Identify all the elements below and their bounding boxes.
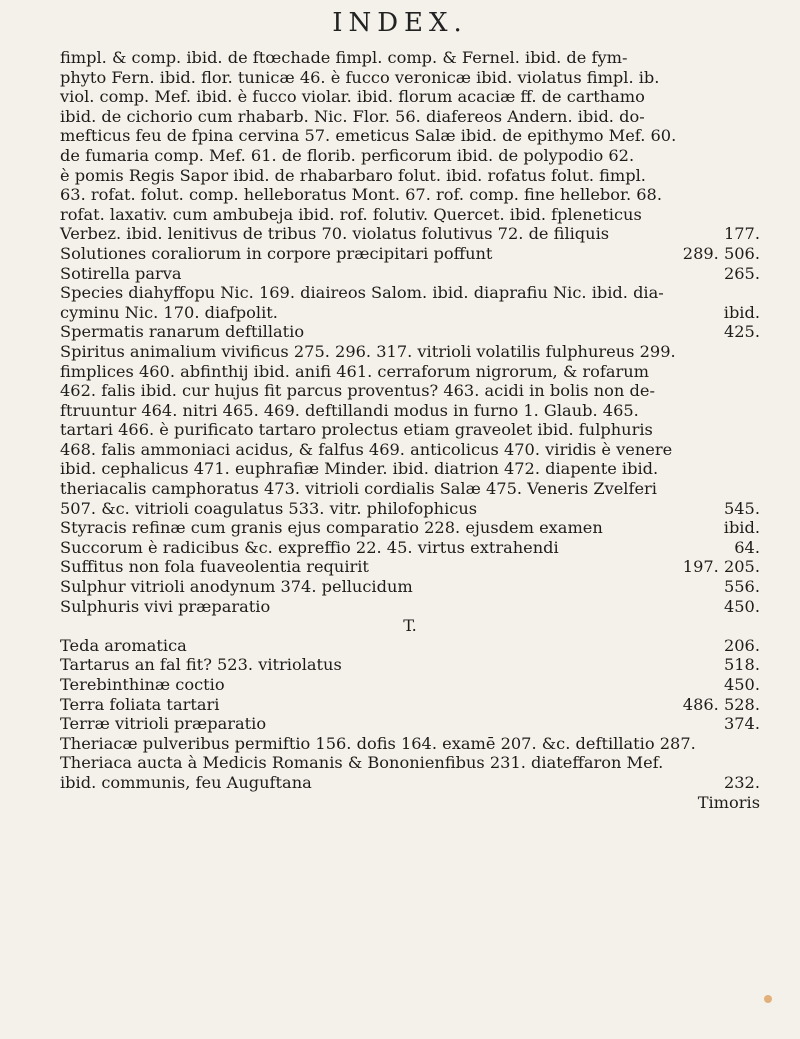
- index-entry-text: ibid. communis, feu Auguftana: [60, 772, 312, 792]
- page-reference: 177.: [723, 224, 760, 244]
- index-line: [60, 557, 760, 577]
- index-line: [60, 440, 760, 460]
- page-reference: 556.: [723, 577, 760, 597]
- index-entry-text: ibid. de cichorio cum rhabarb. Nic. Flor. 56. diafereos Andern. ibid. do-: [60, 106, 645, 126]
- page-reference: 197. 205.: [682, 557, 760, 577]
- page-reference: 450.: [723, 675, 760, 694]
- index-entry-text: Sotirella parva: [60, 263, 182, 283]
- section-letter: [60, 616, 760, 636]
- index-entry-text: 468. falis ammoniaci acidus, & falfus 469. anticolicus 470. viridis è venere: [60, 439, 673, 459]
- index-line: [60, 714, 760, 734]
- paper-stain: [764, 995, 772, 1003]
- index-entry-text: 63. rofat. folut. comp. helleboratus Mont. 67. rof. comp. fine hellebor. 68.: [60, 185, 663, 205]
- index-entry-text: Tartarus an fal fit? 523. vitriolatus: [60, 655, 342, 675]
- index-entry-text: 507. &c. vitrioli coagulatus 533. vitr. philofophicus: [60, 498, 478, 518]
- index-entry-text: fimplices 460. abfinthij ibid. anifi 461. cerraforum nigrorum, & rofarum: [60, 361, 650, 381]
- index-line: [60, 636, 760, 656]
- index-line: [60, 499, 760, 519]
- page-reference: 232.: [723, 772, 760, 792]
- index-entry-text: 462. falis ibid. cur hujus fit parcus proventus? 463. acidi in bolis non de-: [60, 381, 655, 401]
- index-entry-text: Terræ vitrioli præparatio: [60, 714, 267, 734]
- index-line: [60, 793, 760, 813]
- index-entry-text: fimpl. & comp. ibid. de ftœchade fimpl. comp. & Fernel. ibid. de fym-: [60, 48, 628, 67]
- page-reference: 518.: [723, 655, 760, 675]
- index-entry-text: Teda aromatica: [60, 635, 187, 655]
- index-entry-text: Solutiones coraliorum in corpore præcipitari poffunt: [60, 243, 493, 263]
- index-line: [60, 518, 760, 538]
- index-entry-text: rofat. laxativ. cum ambubeja ibid. rof. folutiv. Quercet. ibid. fpleneticus: [60, 204, 642, 224]
- index-entry-text: ibid. cephalicus 471. euphrafiæ Minder. ibid. diatrion 472. diapente ibid.: [60, 459, 659, 479]
- index-entry-text: Theriaca aucta à Medicis Romanis & Bononienfibus 231. diateffaron Mef.: [60, 753, 664, 773]
- page-reference: ibid.: [723, 302, 760, 322]
- page-header: INDEX.: [332, 8, 468, 38]
- index-entry-text: è pomis Regis Sapor ibid. de rhabarbaro folut. ibid. rofatus folut. fimpl.: [60, 165, 646, 185]
- index-entry-text: theriacalis camphoratus 473. vitrioli cordialis Salæ 475. Veneris Zvelferi: [60, 479, 657, 499]
- index-entry-text: Spermatis ranarum deftillatio: [60, 322, 305, 342]
- index-line: [60, 283, 760, 303]
- index-line: [60, 68, 760, 88]
- index-entry-text: Sulphuris vivi præparatio: [60, 596, 271, 616]
- index-line: [60, 597, 760, 617]
- index-entry-text: cyminu Nic. 170. diafpolit.: [60, 302, 278, 322]
- index-line: [60, 126, 760, 146]
- index-entry-text: Theriacæ pulveribus permiftio 156. dofis 164. examē 207. &c. deftillatio 287.: [60, 733, 696, 753]
- index-line: [60, 244, 760, 264]
- page-reference: Timoris: [697, 792, 760, 812]
- index-line: [60, 773, 760, 793]
- index-entry-text: phyto Fern. ibid. flor. tunicæ 46. è fucco veronicæ ibid. violatus fimpl. ib.: [60, 67, 660, 87]
- page-reference: ibid.: [723, 518, 760, 538]
- index-line: [60, 342, 760, 362]
- index-line: [60, 695, 760, 715]
- index-entry-text: Terebinthinæ coctio: [60, 675, 225, 694]
- index-line: [60, 538, 760, 558]
- index-line: [60, 48, 760, 68]
- page-reference: 64.: [734, 537, 760, 557]
- index-line: [60, 146, 760, 166]
- index-line: [60, 322, 760, 342]
- index-line: [60, 675, 760, 695]
- index-line: [60, 655, 760, 675]
- index-entry-text: Styracis refinæ cum granis ejus comparatio 228. ejusdem examen: [60, 518, 603, 538]
- page-reference: 545.: [723, 498, 760, 518]
- page-reference: 265.: [723, 263, 760, 283]
- page-reference: 425.: [723, 322, 760, 342]
- index-line: [60, 185, 760, 205]
- page-reference: 486. 528.: [682, 694, 760, 714]
- index-line: [60, 264, 760, 284]
- index-line: [60, 224, 760, 244]
- index-line: [60, 381, 760, 401]
- index-entry-text: mefticus feu de fpina cervina 57. emeticus Salæ ibid. de epithymo Mef. 60.: [60, 126, 677, 146]
- index-entry-text: ftruuntur 464. nitri 465. 469. deftillandi modus in furno 1. Glaub. 465.: [60, 400, 639, 420]
- index-line: [60, 303, 760, 323]
- index-line: [60, 401, 760, 421]
- index-line: [60, 362, 760, 382]
- index-line: [60, 753, 760, 773]
- index-entries: [60, 48, 760, 812]
- index-line: [60, 734, 760, 754]
- page-reference: 374.: [723, 714, 760, 734]
- page-reference: 289. 506.: [682, 243, 760, 263]
- index-entry-text: Sulphur vitrioli anodynum 374. pellucidum: [60, 577, 413, 597]
- index-line: [60, 420, 760, 440]
- index-line: [60, 577, 760, 597]
- index-entry-text: Suffitus non fola fuaveolentia requirit: [60, 557, 369, 577]
- index-entry-text: T.: [403, 616, 417, 636]
- index-entry-text: Spiritus animalium vivificus 275. 296. 317. vitrioli volatilis fulphureus 299.: [60, 341, 676, 361]
- index-line: [60, 107, 760, 127]
- index-entry-text: viol. comp. Mef. ibid. è fucco violar. ibid. florum acaciæ ff. de carthamo: [60, 87, 645, 107]
- index-entry-text: tartari 466. è purificato tartaro prolectus etiam graveolet ibid. fulphuris: [60, 420, 653, 440]
- index-entry-text: Succorum è radicibus &c. expreffio 22. 45. virtus extrahendi: [60, 537, 559, 557]
- page-reference: 206.: [723, 635, 760, 655]
- page-reference: 450.: [723, 596, 760, 616]
- index-line: [60, 166, 760, 186]
- index-line: [60, 459, 760, 479]
- index-line: [60, 479, 760, 499]
- index-line: [60, 205, 760, 225]
- index-entry-text: Terra foliata tartari: [60, 694, 220, 714]
- index-entry-text: de fumaria comp. Mef. 61. de florib. perficorum ibid. de polypodio 62.: [60, 145, 635, 165]
- index-entry-text: Verbez. ibid. lenitivus de tribus 70. violatus folutivus 72. de filiquis: [60, 224, 610, 244]
- index-entry-text: Species diahyffopu Nic. 169. diaireos Salom. ibid. diaprafiu Nic. ibid. dia-: [60, 283, 664, 303]
- index-line: [60, 87, 760, 107]
